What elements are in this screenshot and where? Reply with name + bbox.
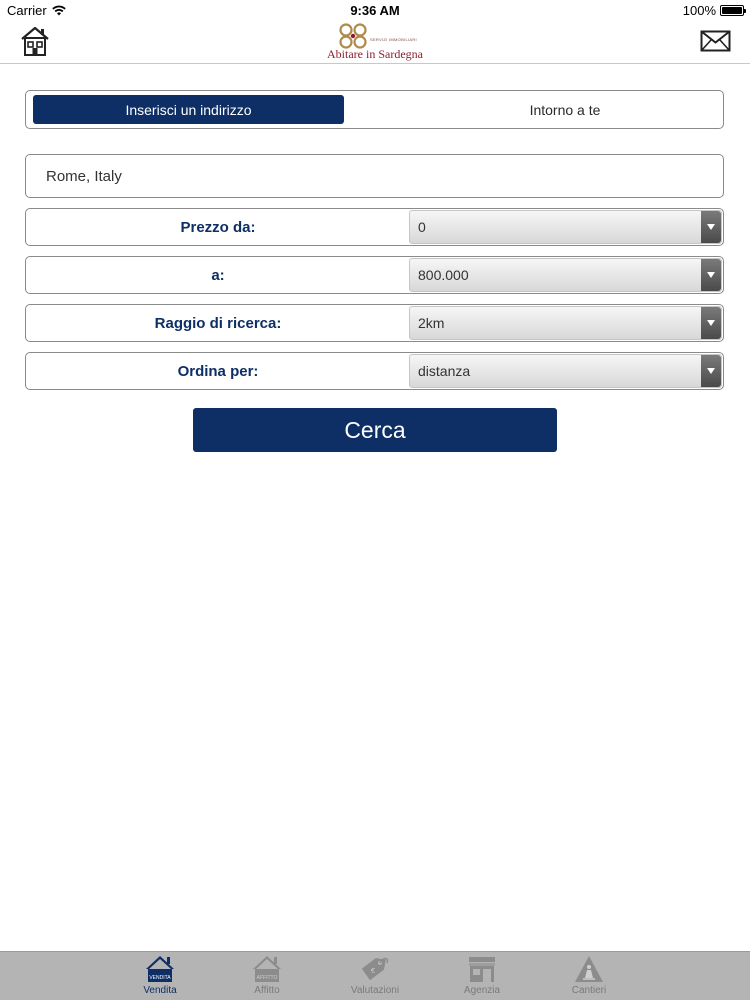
logo-name: Abitare in Sardegna: [327, 47, 423, 61]
tab-bar: [0, 951, 750, 1000]
carrier-label: Carrier: [7, 3, 47, 18]
tab-vendita[interactable]: [115, 952, 205, 1000]
filter-label-sort: Ordina per:: [177, 362, 259, 380]
home-rent-icon: [252, 954, 282, 984]
tab-label: Valutazioni: [350, 985, 400, 996]
select-value: 2km: [418, 315, 445, 331]
mail-icon[interactable]: [700, 30, 731, 52]
filter-row-sort: [25, 352, 724, 390]
segment-nearby[interactable]: Intorno a te: [529, 101, 601, 118]
tab-cantieri[interactable]: [544, 952, 634, 1000]
tab-label: Agenzia: [463, 985, 501, 996]
battery-level: [722, 7, 742, 14]
tab-badge-text: AFFITTO: [256, 975, 278, 981]
home-icon[interactable]: [20, 25, 50, 57]
price-tag-icon: [360, 954, 390, 984]
tab-badge-text: VENDITA: [149, 975, 171, 981]
battery-indicator: [683, 3, 744, 18]
select-value: 0: [418, 219, 426, 235]
address-input[interactable]: [46, 155, 706, 197]
select-radius[interactable]: [409, 306, 722, 340]
select-sort[interactable]: [409, 354, 722, 388]
tab-label: Vendita: [143, 985, 177, 996]
select-value: 800.000: [418, 267, 469, 283]
chevron-down-icon: [701, 259, 721, 291]
agency-logo: [327, 22, 425, 62]
chevron-down-icon: [701, 307, 721, 339]
filter-label-price-from: Prezzo da:: [180, 218, 256, 236]
home-sale-icon: [145, 954, 175, 984]
search-button[interactable]: Cerca: [193, 408, 557, 452]
logo-subtitle: SERVIZI IMMOBILIARI: [370, 37, 417, 42]
filter-row-price-to: [25, 256, 724, 294]
chevron-down-icon: [701, 211, 721, 243]
svg-text:€: €: [371, 968, 375, 975]
chevron-down-icon: [701, 355, 721, 387]
tab-label: Affitto: [254, 985, 280, 996]
filter-label-price-to: a:: [211, 266, 225, 284]
tab-label: Cantieri: [571, 985, 607, 996]
select-price-from[interactable]: [409, 210, 722, 244]
status-bar: [0, 0, 750, 22]
select-price-to[interactable]: [409, 258, 722, 292]
logo-emblem: [338, 22, 368, 50]
filter-row-price-from: [25, 208, 724, 246]
battery-icon: [720, 5, 744, 16]
filter-label-radius: Raggio di ricerca:: [154, 314, 282, 332]
tab-affitto[interactable]: [222, 952, 312, 1000]
select-value: distanza: [418, 363, 471, 379]
search-mode-segmented-control: [25, 90, 724, 129]
clock: 9:36 AM: [350, 3, 400, 18]
battery-percent: 100%: [682, 3, 716, 18]
filter-row-radius: [25, 304, 724, 342]
navigation-bar: [0, 22, 750, 64]
construction-sign-icon: [574, 954, 604, 984]
address-field: [25, 154, 724, 198]
tab-agenzia[interactable]: [437, 952, 527, 1000]
storefront-icon: [467, 954, 497, 984]
segment-address[interactable]: Inserisci un indirizzo: [33, 95, 344, 124]
tab-valutazioni[interactable]: [330, 952, 420, 1000]
